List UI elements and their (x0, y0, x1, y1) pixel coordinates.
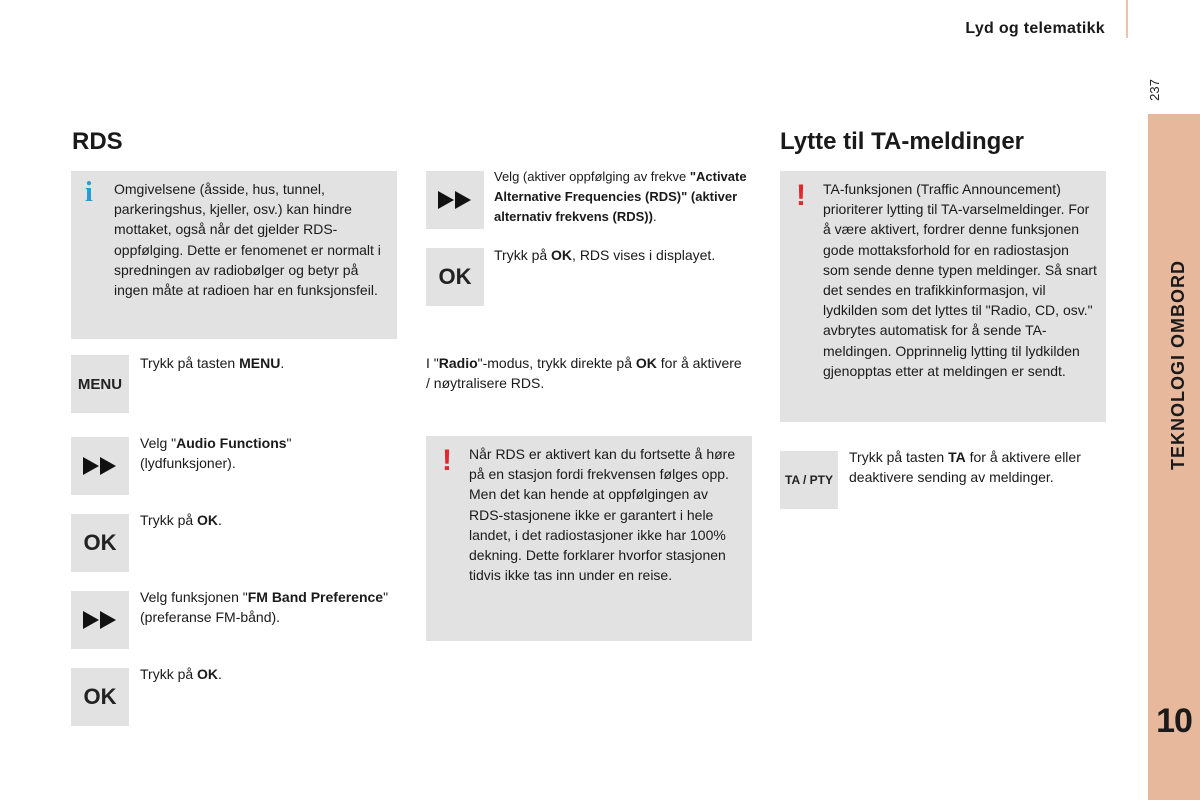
rds-step-5: Trykk på OK. (140, 666, 222, 682)
chapter-tab-label: TEKNOLOGI OMBORD (1168, 260, 1188, 470)
warning-icon: ! (796, 179, 806, 212)
double-arrow-icon (83, 611, 117, 629)
middle-step-1: Velg (aktiver oppfølging av frekve "Activate Alternative Frequencies (RDS)" (aktiver alternativ frekvens (RDS)). (494, 169, 747, 224)
rds-step-2: Velg "Audio Functions" (lydfunksjoner). (140, 435, 292, 472)
ta-pty-key-icon: TA / PTY (780, 451, 838, 509)
ta-warning-text: TA-funksjonen (Traffic Announcement) prioriterer lytting til TA-varselmeldinger. For å være aktivert, fordrer denne funksjonen gode mottaksforhold for en radiostasjon som sende denne typen meldinger. Så snart det sendes en trafikkinformasjon, vil lydkilden som det lyttes til "Radio, CD, osv." avbrytes automatisk for å sende TA-meldingen. Opprinnelig lytting til lydkilden gjenopptas etter at meldingen er sendt. (823, 181, 1097, 379)
rds-step-3: Trykk på OK. (140, 512, 222, 528)
ok-key-icon: OK (71, 514, 129, 572)
running-header: Lyd og telematikk (965, 20, 1105, 37)
double-arrow-icon (83, 457, 117, 475)
forward-key-icon (426, 171, 484, 229)
ta-warning-note (780, 171, 1106, 422)
double-arrow-icon (438, 191, 472, 209)
rds-step-1: Trykk på tasten MENU. (140, 355, 285, 371)
rds-warning-text: Når RDS er aktivert kan du fortsette å høre på en stasjon fordi frekvensen følges opp. Men det kan hende at oppfølgingen av RDS-stasjonene ikke er garantert i hele landet, i det radiostasjoner ikke har 100% dekning. Dette forklarer hvorfor stasjonen tidvis ikke tas inn under en reise. (469, 446, 736, 584)
middle-step-2: Trykk på OK, RDS vises i displayet. (494, 247, 716, 263)
chapter-number: 10 (1156, 702, 1192, 740)
page-number: 237 (1147, 79, 1162, 101)
forward-key-icon (71, 437, 129, 495)
rds-step-4: Velg funksjonen "FM Band Preference" (preferanse FM-bånd). (140, 589, 389, 626)
rds-info-text: Omgivelsene (åsside, hus, tunnel, parkeringshus, kjeller, osv.) kan hindre mottaket, også når det gjelder RDS-oppfølging. Dette er fenomenet er normalt i spredningen av radiobølger og betyr på ingen måte at radioen har en funksjonsfeil. (114, 181, 381, 299)
ta-step: Trykk på tasten TA for å aktivere eller deaktivere sending av meldinger. (849, 449, 1081, 486)
forward-key-icon (71, 591, 129, 649)
ok-key-icon: OK (426, 248, 484, 306)
menu-key-icon: MENU (71, 355, 129, 413)
radio-mode-text: I "Radio"-modus, trykk direkte på OK for å aktivere / nøytralisere RDS. (426, 355, 742, 392)
ok-key-icon: OK (71, 668, 129, 726)
info-icon: i (85, 177, 93, 208)
rds-heading: RDS (72, 128, 123, 155)
header-divider (1126, 0, 1128, 38)
chapter-tab (1148, 114, 1200, 800)
rds-info-note (71, 171, 397, 339)
warning-icon: ! (442, 444, 452, 477)
rds-warning-note (426, 436, 752, 641)
ta-heading: Lytte til TA-meldinger (780, 128, 1025, 155)
